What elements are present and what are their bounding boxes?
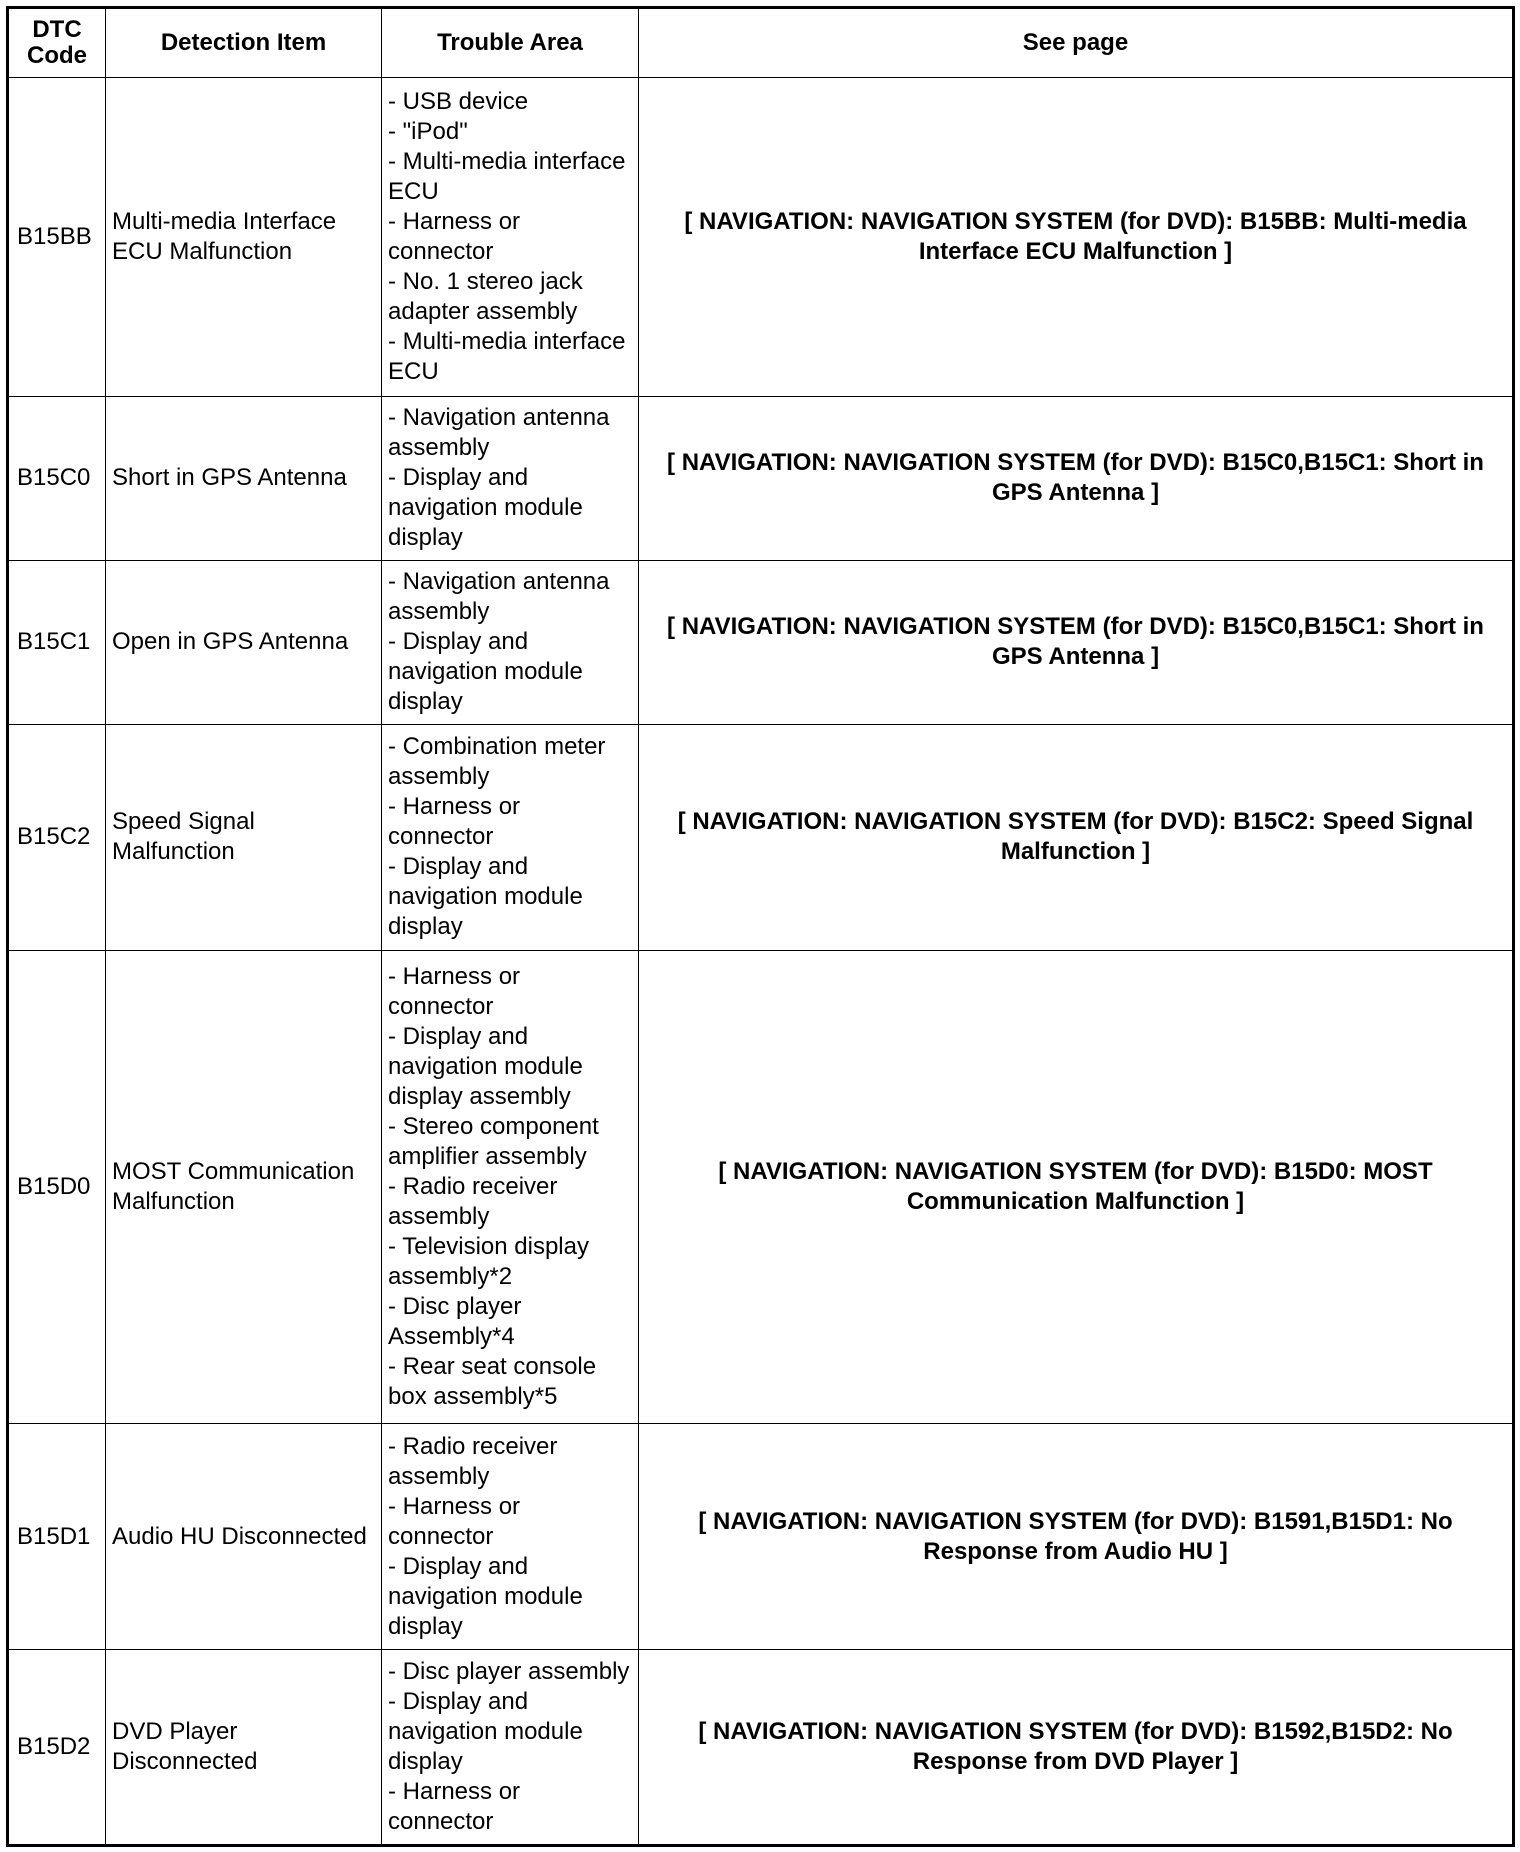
trouble-area-item: - Radio receiver assembly [388,1172,558,1230]
header-trouble-area: Trouble Area [382,8,639,78]
trouble-area-item: - Multi-media interface ECU [388,327,626,385]
see-page-link[interactable]: [ NAVIGATION: NAVIGATION SYSTEM (for DVD): B15BB: Multi-media Interface ECU Malfunction ] [639,78,1514,397]
trouble-area-item: - Display and navigation module display [388,1552,583,1640]
trouble-area-item: - Display and navigation module display assembly [388,1022,583,1110]
trouble-area-item: - Harness or connector [388,962,521,1020]
detection-item-cell: DVD Player Disconnected [106,1649,382,1845]
see-page-link[interactable]: [ NAVIGATION: NAVIGATION SYSTEM (for DVD): B1592,B15D2: No Response from DVD Player ] [639,1649,1514,1845]
trouble-area-item: - Television display assembly*2 [388,1232,589,1290]
header-dtc-code: DTC Code [8,8,106,78]
trouble-area-item: - Combination meter assembly [388,733,606,791]
detection-item-cell: Audio HU Disconnected [106,1424,382,1650]
trouble-area-cell [382,560,639,724]
trouble-area-item: - Harness or connector [388,1492,521,1550]
trouble-area-item: - Multi-media interface ECU [388,147,626,205]
trouble-area-item: - Rear seat console box assembly*5 [388,1352,597,1410]
trouble-area-item: - Display and navigation module display [388,464,583,552]
trouble-area-cell [382,78,639,397]
trouble-area-item: - Display and navigation module display [388,853,583,941]
header-see-page: See page [639,8,1514,78]
trouble-area-item: - Harness or connector [388,207,521,265]
trouble-area-item: - Disc player assembly [388,1657,630,1685]
table-row [8,1424,1514,1650]
table-row [8,950,1514,1423]
header-detection-item: Detection Item [106,8,382,78]
detection-item-cell: Short in GPS Antenna [106,396,382,560]
see-page-link[interactable]: [ NAVIGATION: NAVIGATION SYSTEM (for DVD): B15C2: Speed Signal Malfunction ] [639,724,1514,950]
trouble-area-item: - Display and navigation module display [388,628,583,716]
trouble-area-cell [382,1649,639,1845]
dtc-code-cell: B15D0 [8,950,106,1423]
trouble-area-item: - Harness or connector [388,793,521,851]
table-row [8,78,1514,397]
trouble-area-item: - No. 1 stereo jack adapter assembly [388,267,583,325]
detection-item-cell: Multi-media Interface ECU Malfunction [106,78,382,397]
trouble-area-cell [382,950,639,1423]
trouble-area-cell [382,396,639,560]
table-header-row [8,8,1514,78]
table-row [8,396,1514,560]
table-body [8,78,1514,1846]
see-page-link[interactable]: [ NAVIGATION: NAVIGATION SYSTEM (for DVD): B1591,B15D1: No Response from Audio HU ] [639,1424,1514,1650]
dtc-code-cell: B15C2 [8,724,106,950]
see-page-link[interactable]: [ NAVIGATION: NAVIGATION SYSTEM (for DVD): B15C0,B15C1: Short in GPS Antenna ] [639,560,1514,724]
detection-item-cell: Open in GPS Antenna [106,560,382,724]
trouble-area-item: - Stereo component amplifier assembly [388,1112,599,1170]
dtc-code-cell: B15C0 [8,396,106,560]
detection-item-cell: MOST Communication Malfunction [106,950,382,1423]
table-row [8,724,1514,950]
trouble-area-item: - Harness or connector [388,1777,521,1835]
trouble-area-item: - USB device [388,87,529,115]
see-page-link[interactable]: [ NAVIGATION: NAVIGATION SYSTEM (for DVD): B15D0: MOST Communication Malfunction ] [639,950,1514,1423]
trouble-area-item: - "iPod" [388,117,468,145]
trouble-area-item: - Navigation antenna assembly [388,404,610,462]
dtc-code-cell: B15C1 [8,560,106,724]
table-row [8,1649,1514,1845]
trouble-area-cell [382,724,639,950]
trouble-area-item: - Disc player Assembly*4 [388,1292,522,1350]
trouble-area-cell [382,1424,639,1650]
trouble-area-item: - Navigation antenna assembly [388,568,610,626]
dtc-code-cell: B15BB [8,78,106,397]
detection-item-cell: Speed Signal Malfunction [106,724,382,950]
dtc-table [6,6,1515,1847]
trouble-area-item: - Radio receiver assembly [388,1432,558,1490]
table-row [8,560,1514,724]
see-page-link[interactable]: [ NAVIGATION: NAVIGATION SYSTEM (for DVD): B15C0,B15C1: Short in GPS Antenna ] [639,396,1514,560]
dtc-code-cell: B15D1 [8,1424,106,1650]
trouble-area-item: - Display and navigation module display [388,1687,583,1775]
dtc-code-cell: B15D2 [8,1649,106,1845]
